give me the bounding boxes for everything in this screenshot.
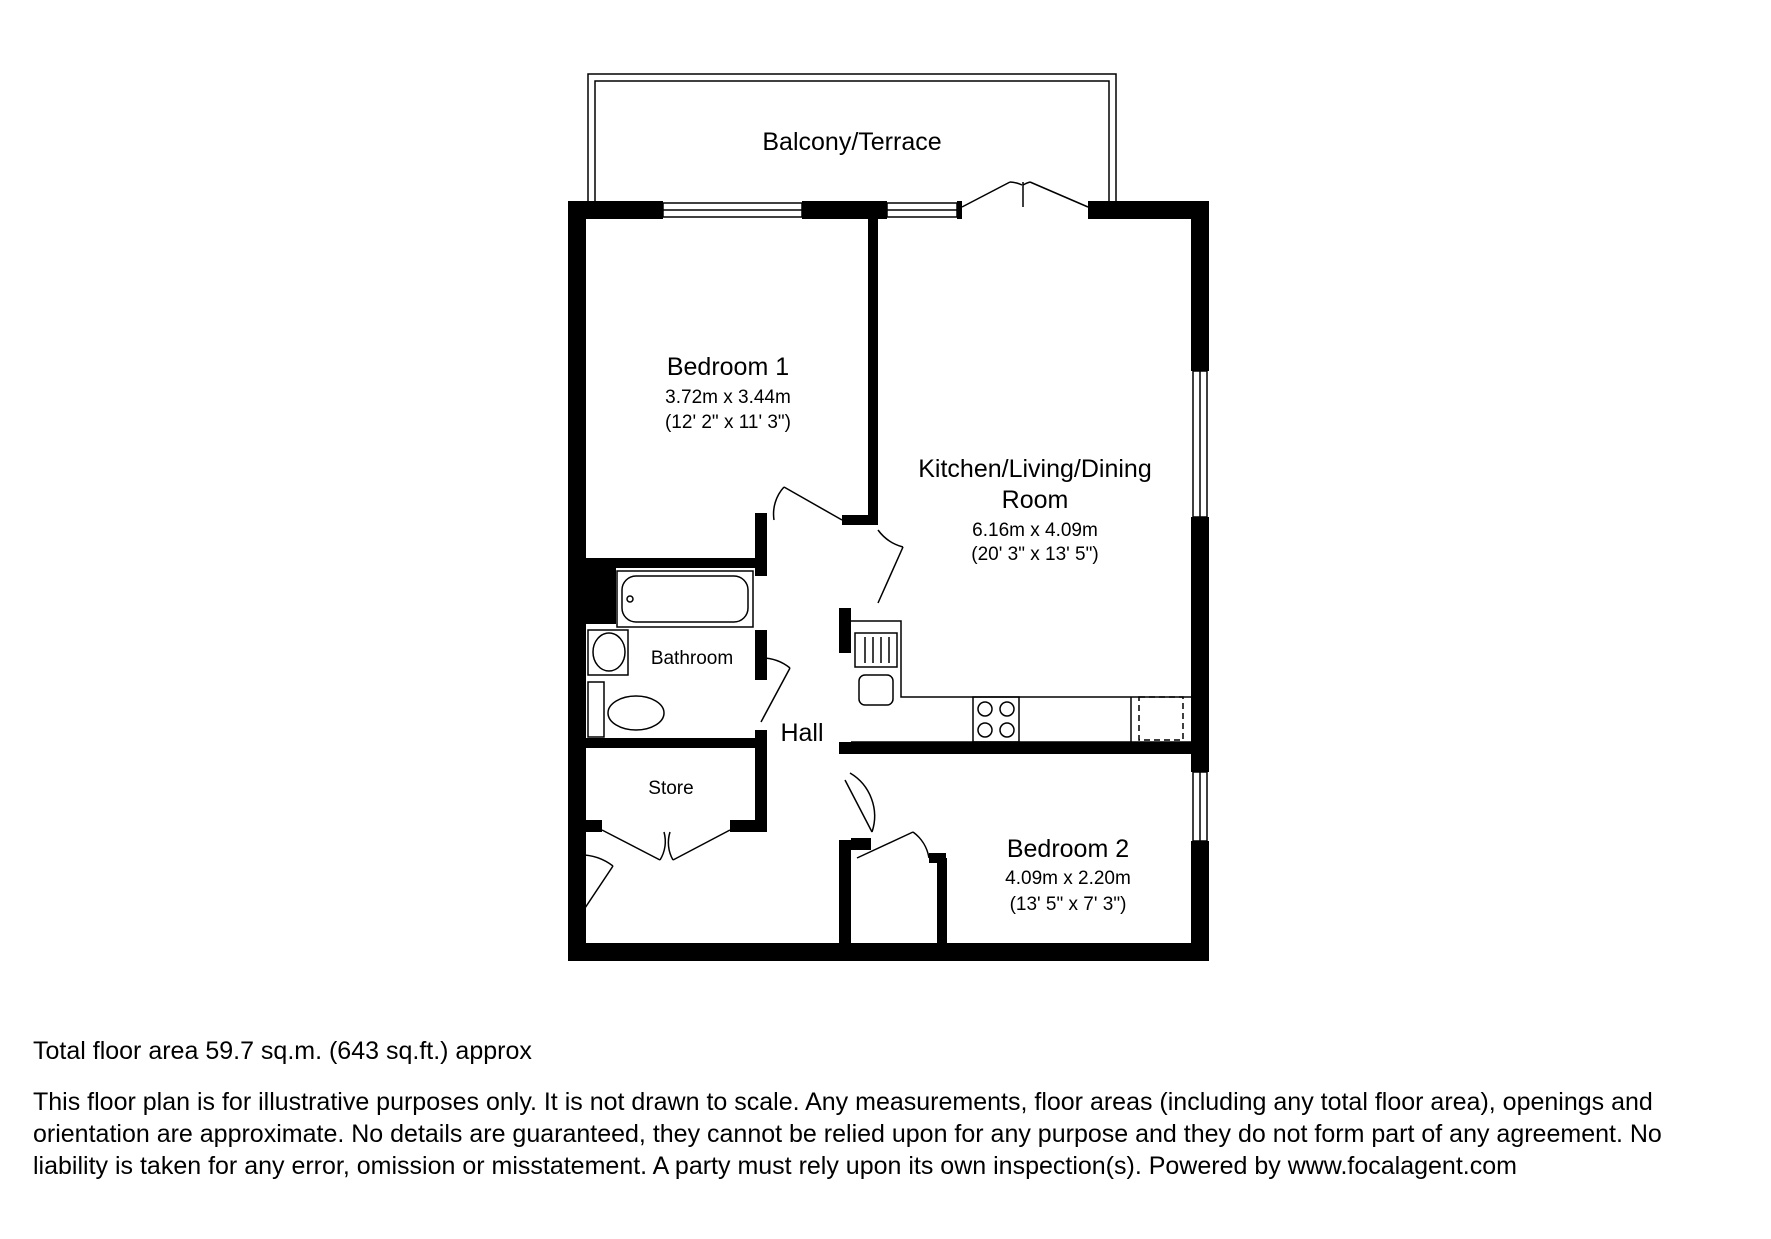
bathroom-label: Bathroom xyxy=(650,648,734,669)
disclaimer-text: This floor plan is for illustrative purposes only. It is not drawn to scale. Any measurements, floor areas (including any total floor area), openings and orientation are approximate. No details are guaranteed, they cannot be relied upon for any purpose and they do not form part of any agreement. No liability is taken for any error, omission or misstatement. A party must rely upon its own inspection(s). Powered by www.focalagent.com xyxy=(33,1088,1662,1180)
bedroom1-imperial: (12' 2" x 11' 3") xyxy=(664,412,792,433)
bath-tub xyxy=(617,571,753,627)
toilet xyxy=(588,682,664,737)
bedroom2-imperial: (13' 5" x 7' 3") xyxy=(1009,894,1127,915)
appliance-space xyxy=(1139,697,1183,740)
kitchen-imperial: (20' 3" x 13' 5") xyxy=(971,544,1099,565)
bedroom2-metric: 4.09m x 2.20m xyxy=(1005,868,1131,889)
hall-label: Hall xyxy=(780,719,824,747)
washbasin xyxy=(588,630,628,675)
store-label: Store xyxy=(648,778,694,799)
hob xyxy=(973,697,1019,742)
kitchen-counter xyxy=(851,621,1191,742)
balcony-label: Balcony/Terrace xyxy=(762,128,942,156)
kitchen-label-line1: Kitchen/Living/Dining xyxy=(918,455,1152,483)
kitchen-metric: 6.16m x 4.09m xyxy=(972,520,1098,541)
total-floor-area: Total floor area 59.7 sq.m. (643 sq.ft.) approx xyxy=(33,1037,532,1065)
bedroom1-label: Bedroom 1 xyxy=(666,353,790,381)
bedroom2-label: Bedroom 2 xyxy=(1006,835,1130,863)
sink xyxy=(855,633,897,705)
bedroom1-metric: 3.72m x 3.44m xyxy=(665,387,791,408)
kitchen-label-line2: Room xyxy=(1001,486,1069,514)
